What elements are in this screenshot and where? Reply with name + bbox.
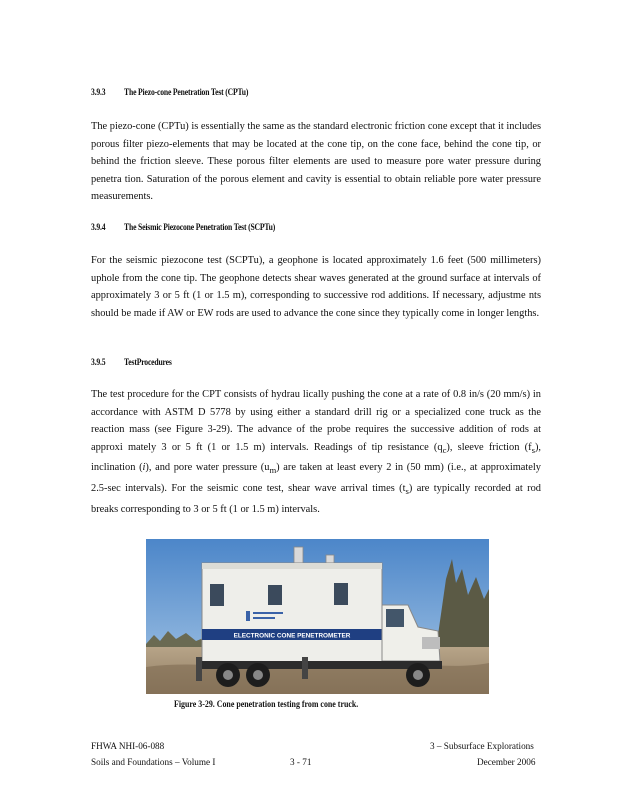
subscript: c: [442, 444, 447, 455]
section-heading-3-9-5: [91, 357, 172, 367]
text-run: ) are taken at least every 2 in (50 mm) (i.e., at approximately 2.5-sec intervals). For the seismic cone test, shear wave arrival times (t: [91, 462, 541, 495]
footer-right-line1: 3 – Subsurface Explorations: [430, 741, 534, 751]
footer-right-line2: December 2006: [477, 757, 536, 767]
section-heading-3-9-3: [91, 87, 248, 97]
italic-symbol: i: [142, 462, 146, 474]
footer-left-line1: FHWA NHI-06-088: [91, 741, 165, 751]
section-title: TestProcedures: [124, 357, 172, 367]
section-number: 3.9.4: [91, 222, 106, 232]
text-run: ), inclination (: [91, 441, 541, 474]
subscript: s: [531, 444, 535, 455]
subscript: s: [405, 486, 409, 497]
page-number: 3 - 71: [290, 757, 312, 767]
paragraph-cptu: The piezo-cone (CPTu) is essentially the same as the standard electronic friction cone except that it includes porous filter piezo-elements that may be located at the cone tip, on the cone face, behind the cone tip, or behind the friction sleeve. These porous filter elements are used to measure pore water pressure during penetra tion. Saturation of the porous element and cavity is essential to obtain reliable pore water pressure measurements.: [91, 121, 541, 203]
section-title: The Seismic Piezocone Penetration Test (SCPTu): [124, 222, 276, 232]
section-number: 3.9.3: [91, 87, 106, 97]
paragraph-test-procedures: [91, 386, 541, 518]
cone-truck-photo: [146, 539, 489, 694]
text-run: ), sleeve friction (f: [446, 441, 532, 453]
subscript: m: [269, 465, 277, 476]
text-run: ) are typically recorded at rod breaks corresponding to 3 or 5 ft (1 or 1.5 m) intervals.: [91, 483, 541, 515]
section-heading-3-9-4: [91, 222, 275, 232]
section-title: The Piezo-cone Penetration Test (CPTu): [124, 87, 249, 97]
paragraph-scptu: For the seismic piezocone test (SCPTu), a geophone is located approximately 1.6 feet (500 millimeters) uphole from the cone tip. The geophone detects shear waves generated at the ground surface at intervals of approximately 3 or 5 ft (1 or 1.5 m), corresponding to successive rod additions. If necessary, adjustme nts should be made if AW or EW rods are used to advance the cone since they typically come in longer lengths.: [91, 255, 541, 319]
text-run: The test procedure for the CPT consists of hydrau lically pushing the cone at a rate of 0.8 in/s (20 mm/s) in accordance with ASTM D 5778 by using either a standard drill rig or a specialized cone truck as the reaction mass (see Figure 3-29). The advance of the probe requires the successive addition of rods at approxi mately 3 or 5 ft (1 or 1.5 m) intervals. Readings of tip resistance (q: [91, 389, 541, 453]
text-run: ), and pore water pressure (u: [145, 462, 270, 474]
figure-caption: Figure 3-29. Cone penetration testing from cone truck.: [174, 699, 359, 709]
truck-stripe-text: ELECTRONIC CONE PENETROMETER: [233, 632, 351, 640]
footer-left-line2: Soils and Foundations – Volume I: [91, 757, 216, 767]
section-number: 3.9.5: [91, 357, 106, 367]
